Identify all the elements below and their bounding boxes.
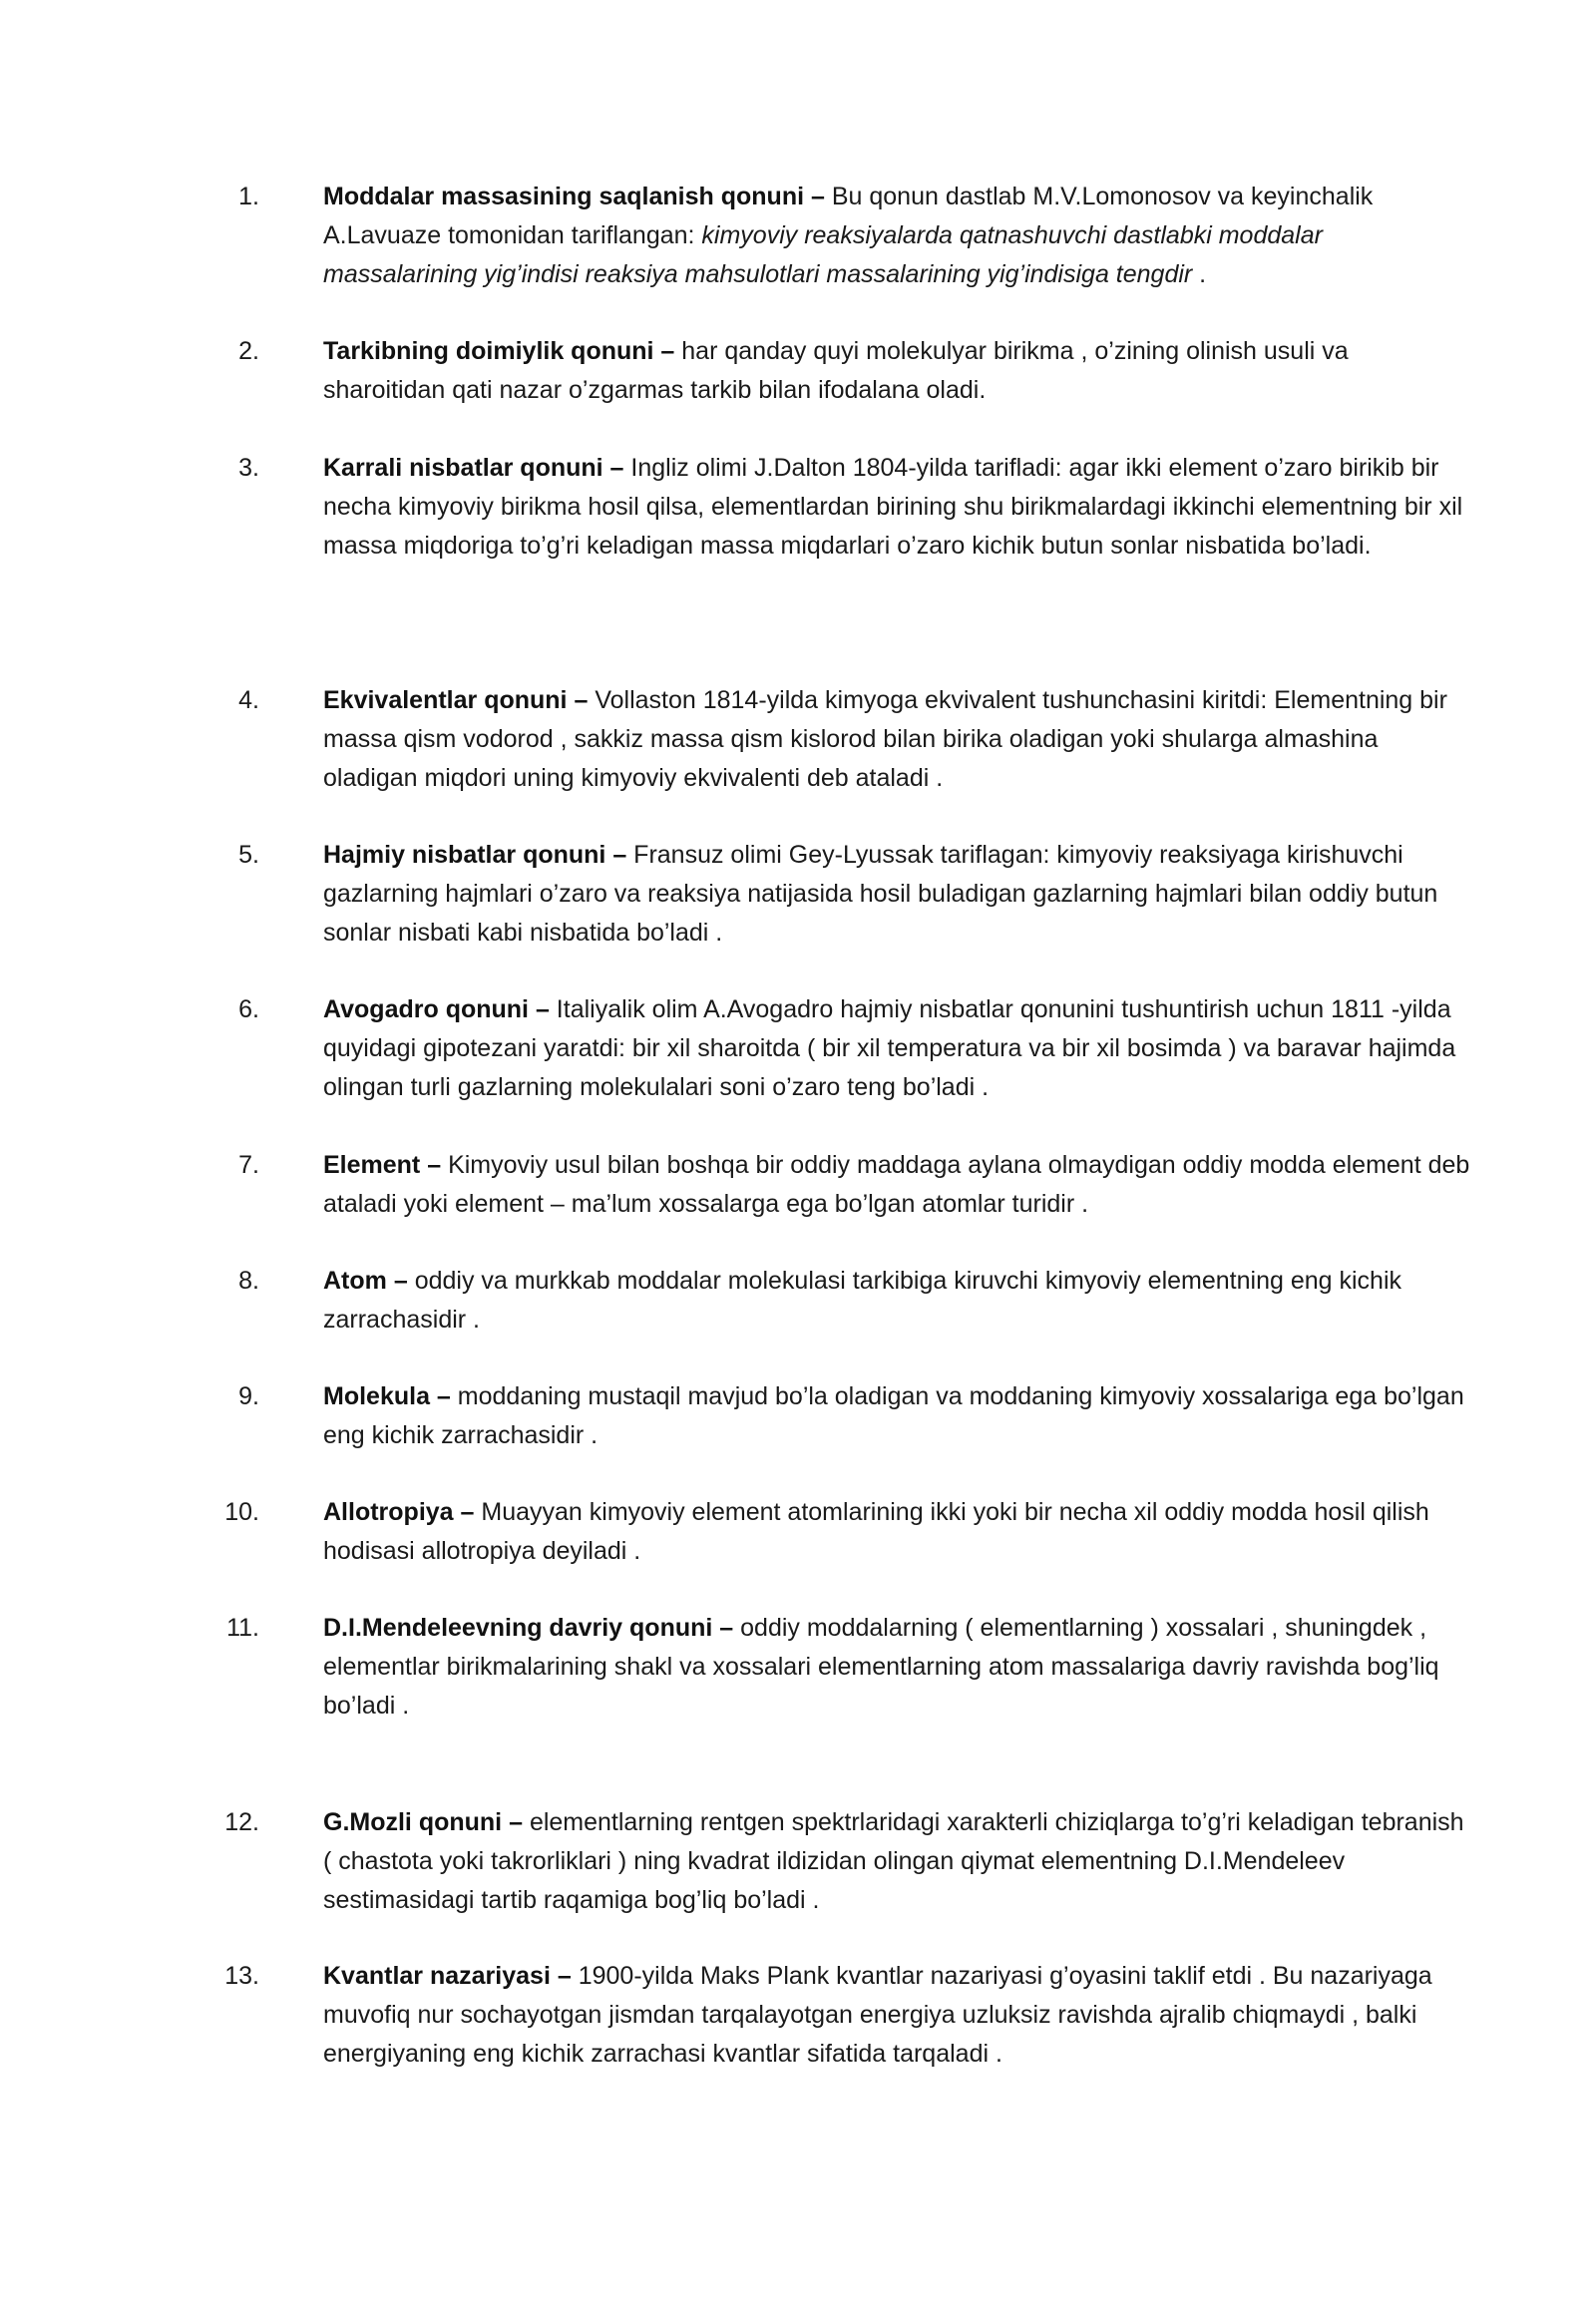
item-term: D.I.Mendeleevning davriy qonuni — [323, 1614, 713, 1642]
list-item: 11. D.I.Mendeleevning davriy qonuni – oddiy moddalarning ( elementlarning ) xossalari , shuningdek , elementlar birikmalarining shakl va xossalari elementlarning atom massalariga davriy ravishda bog’liq bo’ladi . — [275, 1609, 1472, 1726]
item-term: Ekvivalentlar qonuni — [323, 686, 568, 714]
item-text: Fransuz olimi Gey-Lyussak tariflagan: kimyoviy reaksiyaga kirishuvchi gazlarning hajmlari o’zaro va reaksiya natijasida hosil buladigan gazlarning hajmlari bilan oddiy butun sonlar nisbati kabi nisbatida bo’ladi . — [323, 841, 1438, 947]
item-dash: – — [804, 183, 832, 210]
item-dash: – — [429, 1382, 458, 1410]
item-body — [275, 332, 1472, 410]
list-item: 5. Hajmiy nisbatlar qonuni – Fransuz olimi Gey-Lyussak tariflagan: kimyoviy reaksiyaga kirishuvchi gazlarning hajmlari o’zaro va reaksiya natijasida hosil buladigan gazlarning hajmlari bilan oddiy butun sonlar nisbati kabi nisbatida bo’ladi . — [275, 836, 1472, 953]
item-body — [275, 1803, 1472, 1920]
item-dash: – — [386, 1267, 415, 1295]
item-body — [275, 178, 1472, 294]
item-dash: – — [567, 686, 596, 714]
item-dash: – — [602, 454, 631, 482]
item-term: Hajmiy nisbatlar qonuni — [323, 841, 606, 869]
item-term: Kvantlar nazariyasi — [323, 1962, 551, 1990]
item-body — [275, 449, 1472, 566]
item-dash: – — [605, 841, 634, 869]
item-tail: . — [1192, 260, 1207, 288]
item-term: Allotropiya — [323, 1498, 454, 1526]
item-term: Moddalar massasining saqlanish qonuni — [323, 183, 805, 210]
item-body — [275, 1957, 1472, 2074]
item-text: 1900-yilda Maks Plank kvantlar nazariyasi g’oyasini taklif etdi . Bu nazariyaga muvofiq nur sochayotgan jismdan tarqalayotgan energiya uzluksiz ravishda ajralib chiqmaydi , balki energiyaning eng kichik zarrachasi kvantlar sifatida tarqaladi . — [323, 1962, 1432, 2068]
list-item: 8. Atom – oddiy va murkkab moddalar molekulasi tarkibiga kiruvchi kimyoviy elementning eng kichik zarrachasidir . — [275, 1262, 1472, 1340]
item-dash: – — [529, 995, 557, 1023]
item-term: Tarkibning doimiylik qonuni — [323, 337, 654, 365]
item-text: elementlarning rentgen spektrlaridagi xarakterli chiziqlarga to’g’ri keladigan tebranish ( chastota yoki takrorliklari ) ning kvadrat ildizidan olingan qiymat elementning D.I.Mendeleev sestimasidagi tartib raqamiga bog’liq bo’ladi . — [323, 1808, 1464, 1914]
item-dash: – — [712, 1614, 741, 1642]
item-body — [275, 1377, 1472, 1455]
item-body — [275, 1493, 1472, 1571]
list-item: 1. Moddalar massasining saqlanish qonuni – Bu qonun dastlab M.V.Lomonosov va keyinchalik A.Lavuaze tomonidan tariflangan: kimyoviy reaksiyalarda qatnashuvchi dastlabki moddalar massalarining yig’indisi reaksiya mahsulotlari massalarining yig’indisiga tengdir . — [275, 178, 1472, 294]
item-text: oddiy moddalarning ( elementlarning ) xossalari , shuningdek , elementlar birikmalarining shakl va xossalari elementlarning atom massalariga davriy ravishda bog’liq bo’ladi . — [323, 1614, 1439, 1720]
list-item: 4. Ekvivalentlar qonuni – Vollaston 1814-yilda kimyoga ekvivalent tushunchasini kiritdi: Elementning bir massa qism vodorod , sakkiz massa qism kislorod bilan birika oladigan yoki shularga almashina oladigan miqdori uning kimyoviy ekvivalenti deb ataladi . — [275, 681, 1472, 798]
item-dash: – — [453, 1498, 482, 1526]
item-text: oddiy va murkkab moddalar molekulasi tarkibiga kiruvchi kimyoviy elementning eng kichik zarrachasidir . — [323, 1267, 1402, 1334]
list-item: 6. Avogadro qonuni – Italiyalik olim A.Avogadro hajmiy nisbatlar qonunini tushuntirish uchun 1811 -yilda quyidagi gipotezani yaratdi: bir xil sharoitda ( bir xil temperatura va bir xil bosimda ) va baravar hajimda olingan turli gazlarning molekulalari soni o’zaro teng bo’ladi . — [275, 990, 1472, 1107]
item-body — [275, 990, 1472, 1107]
list-item: 7. Element – Kimyoviy usul bilan boshqa bir oddiy maddaga aylana olmaydigan oddiy modda element deb ataladi yoki element – ma’lum xossalarga ega bo’lgan atomlar turidir . — [275, 1146, 1472, 1224]
item-dash: – — [653, 337, 682, 365]
list-item: 10. Allotropiya – Muayyan kimyoviy element atomlarining ikki yoki bir necha xil oddiy modda hosil qilish hodisasi allotropiya deyiladi . — [275, 1493, 1472, 1571]
item-body — [275, 681, 1472, 798]
item-term: Molekula — [323, 1382, 430, 1410]
item-term: Avogadro qonuni — [323, 995, 529, 1023]
item-term: Atom — [323, 1267, 387, 1295]
item-text: har qanday quyi molekulyar birikma , o’zining olinish usuli va sharoitidan qati nazar o’zgarmas tarkib bilan ifodalana oladi. — [323, 337, 1349, 404]
item-dash: – — [502, 1808, 530, 1836]
item-term: G.Mozli qonuni — [323, 1808, 503, 1836]
item-body — [275, 1146, 1472, 1224]
item-term: Karrali nisbatlar qonuni — [323, 454, 603, 482]
item-text: Kimyoviy usul bilan boshqa bir oddiy maddaga aylana olmaydigan oddiy modda element deb ataladi yoki element – ma’lum xossalarga ega bo’lgan atomlar turidir . — [323, 1151, 1470, 1218]
item-dash: – — [420, 1151, 449, 1179]
item-body — [275, 1262, 1472, 1340]
item-dash: – — [550, 1962, 579, 1990]
item-body — [275, 1609, 1472, 1726]
list-item: 12. G.Mozli qonuni – elementlarning rentgen spektrlaridagi xarakterli chiziqlarga to’g’ri keladigan tebranish ( chastota yoki takrorliklari ) ning kvadrat ildizidan olingan qiymat elementning D.I.Mendeleev sestimasidagi tartib raqamiga bog’liq bo’ladi . — [275, 1803, 1472, 1920]
item-text: Bu qonun dastlab M.V.Lomonosov va keyinchalik A.Lavuaze tomonidan tariflangan: — [323, 183, 1374, 249]
item-term: Element — [323, 1151, 421, 1179]
item-italic-text: kimyoviy reaksiyalarda qatnashuvchi dastlabki moddalar massalarining yig’indisi reaksiya mahsulotlari massalarining yig’indisiga tengdir — [323, 221, 1323, 288]
list-item: 13. Kvantlar nazariyasi – 1900-yilda Maks Plank kvantlar nazariyasi g’oyasini taklif etdi . Bu nazariyaga muvofiq nur sochayotgan jismdan tarqalayotgan energiya uzluksiz ravishda ajralib chiqmaydi , balki energiyaning eng kichik zarrachasi kvantlar sifatida tarqaladi . — [275, 1957, 1472, 2074]
item-text: Italiyalik olim A.Avogadro hajmiy nisbatlar qonunini tushuntirish uchun 1811 -yilda quyidagi gipotezani yaratdi: bir xil sharoitda ( bir xil temperatura va bir xil bosimda ) va baravar hajimda olingan turli gazlarning molekulalari soni o’zaro teng bo’ladi . — [323, 995, 1456, 1101]
item-text: Muayyan kimyoviy element atomlarining ikki yoki bir necha xil oddiy modda hosil qilish hodisasi allotropiya deyiladi . — [323, 1498, 1429, 1565]
item-body — [275, 836, 1472, 953]
list-item: 3. Karrali nisbatlar qonuni – Ingliz olimi J.Dalton 1804-yilda tarifladi: agar ikki element o’zaro birikib bir necha kimyoviy birikma hosil qilsa, elementlardan birining shu birikmalardagi ikkinchi elementning bir xil massa miqdoriga to’g’ri keladigan massa miqdarlari o’zaro kichik butun sonlar nisbatida bo’ladi. — [275, 449, 1472, 566]
list-item: 2. Tarkibning doimiylik qonuni – har qanday quyi molekulyar birikma , o’zining olinish usuli va sharoitidan qati nazar o’zgarmas tarkib bilan ifodalana oladi. — [275, 332, 1472, 410]
item-text: moddaning mustaqil mavjud bo’la oladigan va moddaning kimyoviy xossalariga ega bo’lgan eng kichik zarrachasidir . — [323, 1382, 1464, 1449]
item-text: Ingliz olimi J.Dalton 1804-yilda tarifladi: agar ikki element o’zaro birikib bir necha kimyoviy birikma hosil qilsa, elementlardan birining shu birikmalardagi ikkinchi elementning bir xil massa miqdoriga to’g’ri keladigan massa miqdarlari o’zaro kichik butun sonlar nisbatida bo’ladi. — [323, 454, 1463, 560]
list-item: 9. Molekula – moddaning mustaqil mavjud bo’la oladigan va moddaning kimyoviy xossalariga ega bo’lgan eng kichik zarrachasidir . — [275, 1377, 1472, 1455]
item-text: Vollaston 1814-yilda kimyoga ekvivalent tushunchasini kiritdi: Elementning bir massa qism vodorod , sakkiz massa qism kislorod bilan birika oladigan yoki shularga almashina oladigan miqdori uning kimyoviy ekvivalenti deb ataladi . — [323, 686, 1447, 792]
